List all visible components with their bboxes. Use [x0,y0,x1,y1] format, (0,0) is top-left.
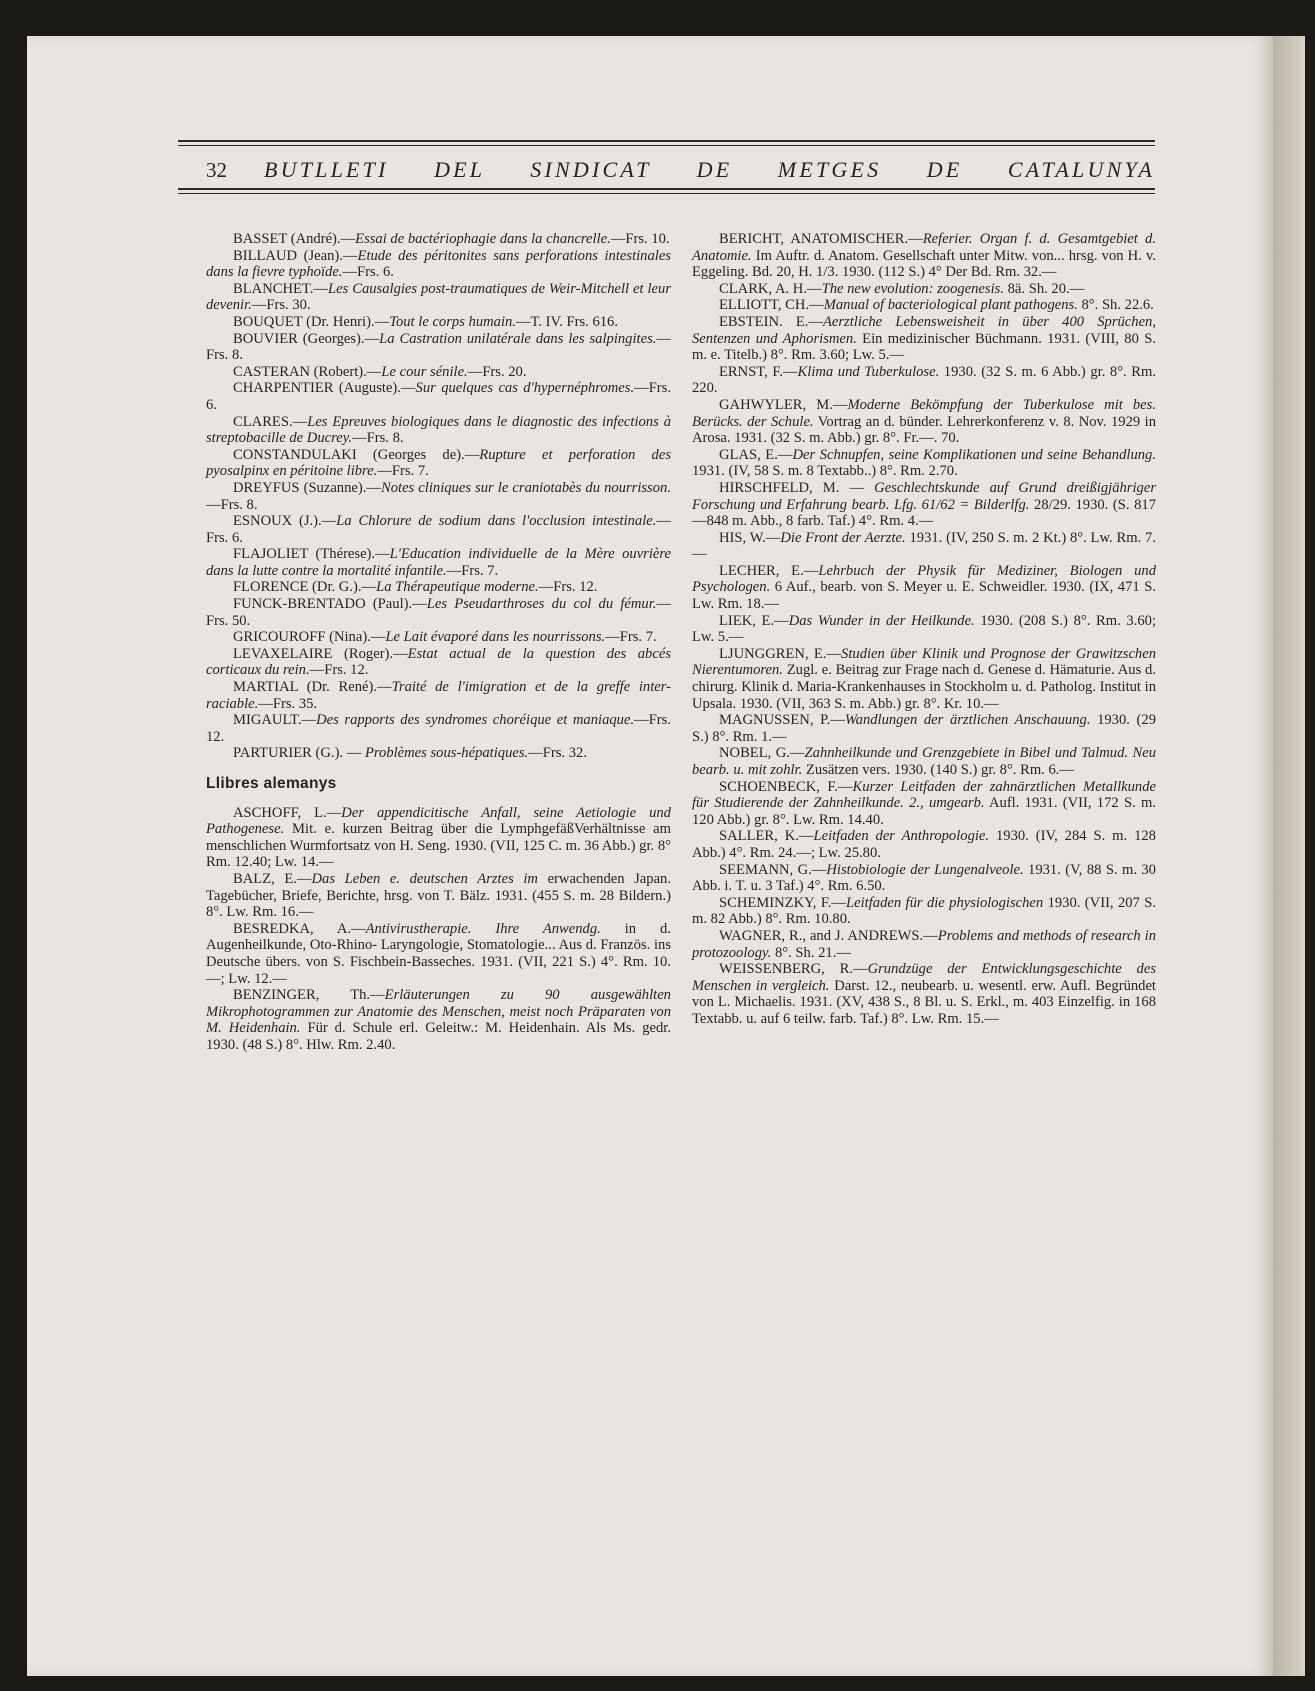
bibliography-entry [692,828,1156,861]
entry-author: BOUVIER (Georges).— [233,330,380,347]
bibliography-entry [206,646,671,679]
entry-details: Ein medizinischer Büchmann. 1931. (VIII, 80 S. m. e. Titelb.) 8°. Rm. 3.60; Lw. 5.— [692,330,1157,364]
entry-author: LEVAXELAIRE (Roger).— [233,645,408,662]
entry-title: Histobiologie der Lungenalveole. [826,861,1024,878]
page-number: 32 [206,158,227,182]
section-heading-german-books: Llibres alemanys [206,775,337,792]
entry-author: DREYFUS (Suzanne).— [233,479,381,496]
entry-details: —Frs. 7. [446,562,499,579]
entry-author: BENZINGER, Th.— [233,987,385,1004]
entry-details: —Frs. 6. [206,380,671,413]
bibliography-entry [692,745,1156,778]
entry-title: Die Front der Aerzte. [780,529,906,546]
entry-details: —Frs. 30. [251,297,311,314]
header-row [178,146,1155,188]
bibliography-entry [206,447,671,480]
entry-details: —Frs. 12. [206,712,671,745]
entry-title: Notes cliniques sur le craniotabès du nourrisson. [380,479,671,496]
entry-author: CONSTANDULAKI (Georges de).— [233,446,480,463]
entry-details: —Frs. 12. [538,579,598,596]
entry-title: Klima und Tuberkulose. [797,363,940,380]
bibliography-entry [692,862,1156,895]
entry-author: FLAJOLIET (Thérese).— [233,546,390,563]
entry-title: Le cour sénile. [381,363,468,380]
bibliography-entry [206,629,671,646]
entry-author: MAGNUSSEN, P.— [719,712,845,729]
header-rule-top [178,140,1155,142]
entry-details: —Frs. 7. [377,463,429,480]
entry-title: Problems and methods of research in protozoology. [692,927,1156,961]
bibliography-entry [692,712,1156,745]
entry-title: Kurzer Leitfaden der zahnärztlichen Metallkunde für Studierende der Zahnheilkunde. 2., umgearb. [692,778,1156,812]
left-column [206,231,671,1054]
header-rule-bottom [178,188,1155,190]
entry-details: —Frs. 32. [528,745,587,762]
entry-details: Im Auftr. d. Anatom. Gesellschaft unter Mitw. von... hrsg. von H. v. Eggeling. Bd. 20, H. 1/3. 1930. (112 S.) 4° Der Bd. Rm. 32.— [692,247,1156,281]
entry-title: Das Wunder in der Heilkunde. [788,612,975,629]
entry-author: SALLER, K.— [719,828,814,845]
entry-author: FUNCK-BRENTADO (Paul).— [233,596,427,613]
entry-author: GLAS, E.— [719,446,793,463]
entry-details: —Frs. 12. [309,662,369,679]
entry-title: Grundzüge der Entwicklungsgeschichte des Menschen in vergleich. [692,961,1156,994]
entry-details: 6 Auf., bearb. von S. Meyer u. E. Schweidler. 1930. (IX, 471 S. Lw. Rm. 18.— [692,579,1156,613]
bibliography-entry [206,380,671,413]
entry-title: Leitfaden der Anthropologie. [813,828,990,845]
right-books-list [692,231,1156,1028]
bibliography-entry [206,805,671,871]
entry-details: 1930. (208 S.) 8°. Rm. 3.60; Lw. 5.— [692,612,1156,646]
bibliography-entry [692,480,1156,530]
entry-author: CASTERAN (Robert).— [233,363,382,380]
bibliography-entry [692,895,1156,928]
entry-title: Aerztliche Lebensweisheit in über 400 Sprüchen, Sentenzen und Aphorismen. [692,313,1156,347]
entry-author: SEEMANN, G.— [719,861,827,878]
entry-author: GRICOUROFF (Nina).— [233,629,386,646]
entry-details: 1931. (IV, 58 S. m. 8 Textabb..) 8°. Rm. 2.70. [692,463,958,480]
german-books-list [206,805,671,1054]
entry-author: WAGNER, R., and J. ANDREWS.— [719,927,938,944]
entry-title: Manual of bacteriological plant pathogens. [823,297,1078,314]
bibliography-entry [206,281,671,314]
bibliography-entry [692,928,1156,961]
entry-author: BESREDKA, A.— [233,920,366,937]
entry-author: PARTURIER (G.). — [233,745,365,762]
entry-details: in d. Augenheilkunde, Oto-Rhino- Laryngologie, Stomatologie... Aus d. Französ. ins Deutsche übers. von S. Fischbein-Basseches. 1931. (VII, 221 S.) 4°. Rm. 10.—; Lw. 12.— [206,920,671,987]
entry-details: Zusätzen vers. 1930. (140 S.) gr. 8°. Rm. 6.— [802,762,1075,778]
entry-author: ERNST, F.— [719,363,798,380]
entry-title: The new evolution: zoogenesis. [821,280,1004,297]
page-gutter-shadow [1273,36,1305,1676]
bibliography-entry [206,364,671,381]
bibliography-entry [692,297,1156,314]
entry-title: Moderne Bekömpfung der Tuberkulose mit bes. Berücks. der Schule. [692,396,1156,430]
entry-author: LECHER, E.— [719,562,819,579]
entry-author: BOUQUET (Dr. Henri).— [233,313,390,330]
bibliography-entry [206,314,671,331]
entry-title: Lehrbuch der Physik für Mediziner, Biologen und Psychologen. [692,562,1156,596]
entry-title: Antivirustherapie. Ihre Anwendg. [365,920,601,937]
bibliography-entry [206,679,671,712]
journal-title: BUTLLETI DEL SINDICAT DE METGES DE CATALUNYA [264,157,1155,182]
entry-author: EBSTEIN. E.— [719,313,823,330]
bibliography-entry [692,364,1156,397]
entry-author: CLARK, A. H.— [719,280,822,297]
entry-title: Traité de l'imigration et de la greffe inter-raciable. [206,679,672,712]
entry-author: BERICHT, ANATOMISCHER.— [719,231,923,247]
bibliography-entry [206,596,671,629]
entry-details: 1930. (32 S. m. 6 Abb.) gr. 8°. Rm. 220. [692,363,1156,397]
entry-details: —Frs. 8. [206,330,671,364]
entry-title: Das Leben e. deutschen Arztes im [311,870,538,887]
bibliography-entry [206,414,671,447]
bibliography-entry [206,231,671,248]
bibliography-entry [206,871,671,921]
entry-title: Der appendicitische Anfall, seine Aetiologie und Pathogenese. [206,804,671,838]
bibliography-entry [692,646,1156,712]
entry-title: Problèmes sous-hépatiques. [364,745,529,762]
entry-details: 1930. (VII, 207 S. m. 82 Abb.) 8°. Rm. 10.80. [692,894,1157,928]
entry-title: Les Pseudarthroses du col du fémur. [426,596,657,613]
entry-details: —Frs. 8. [206,496,258,513]
entry-author: BILLAUD (Jean).— [233,247,358,264]
entry-author: MARTIAL (Dr. René).— [233,679,392,696]
bibliography-entry [206,579,671,596]
entry-author: ASCHOFF, L.— [233,804,342,821]
entry-title: Des rapports des syndromes choréique et maniaque. [316,712,635,729]
bibliography-entry [692,530,1156,563]
bibliography-entry [692,231,1156,281]
entry-author: FLORENCE (Dr. G.).— [233,579,377,596]
entry-title: Erläuterungen zu 90 ausgewählten Mikrophotogrammen zur Anatomie des Menschen, meist noch Präparaten von M. Heidenhain. [206,987,671,1037]
entry-details: 8°. Sh. 22.6. [1077,297,1154,314]
entry-title: Geschlechtskunde auf Grund dreißigjähriger Forschung und Erfahrung bearb. Lfg. 61/62 = Bilderlfg. [692,479,1156,513]
entry-author: CHARPENTIER (Auguste).— [233,380,416,397]
entry-details: Zugl. e. Beitrag zur Frage nach d. Genese d. Hämaturie. Aus d. chirurg. Klinik d. Maria-Krankenhauses in Stockholm u. d. Patholog. Institut in Upsala. 1930. (VII, 363 S. m. Abb.) gr. 8°. Kr. 10.— [692,662,1156,712]
entry-details: 1930. (29 S.) 8°. Rm. 1.— [692,712,1156,745]
entry-details: Aufl. 1931. (VII, 172 S. m. 120 Abb.) gr. 8°. Lw. Rm. 14.40. [692,795,1156,828]
entry-title: L'Education individuelle de la Mère ouvrière dans la lutte contre la mortalité infantile. [206,546,671,579]
entry-details: erwachenden Japan. Tagebücher, Briefe, Berichte, hrsg. von T. Bälz. 1931. (455 S. m. 28 Bildern.) 8°. Lw. Rm. 16.— [206,870,672,921]
entry-title: Tout le corps humain. [389,313,516,330]
entry-title: La Chlorure de sodium dans l'occlusion intestinale. [336,513,657,530]
bibliography-entry [206,331,671,364]
entry-title: La Thérapeutique moderne. [376,579,539,596]
entry-author: HIRSCHFELD, M. — [719,479,875,496]
entry-author: NOBEL, G.— [719,745,805,762]
bibliography-entry [692,397,1156,447]
bibliography-entry [206,921,671,987]
bibliography-entry [206,745,671,762]
entry-details: 8ä. Sh. 20.— [1003,280,1085,297]
bibliography-entry [206,248,671,281]
french-books-list [206,231,671,762]
entry-details: Darst. 12., neubearb. u. wesentl. erw. Aufl. Begründet von L. Michaelis. 1931. (XV, 438 S., 8 Bl. u. S. Erkl., m. 403 Einzelfig. in 168 Textabb. u. auf 6 teilw. farb. Taf.) 8°. Lw. Rm. 15.— [692,977,1156,1027]
bibliography-entry [206,712,671,745]
entry-details: —Frs. 7. [605,629,657,646]
entry-author: BALZ, E.— [233,870,312,887]
entry-title: Le Lait évaporé dans les nourrissons. [385,629,606,646]
bibliography-entry [206,513,671,546]
entry-details: Mit. e. kurzen Beitrag über die LymphgefäßVerhältnisse am menschlichen Wurmfortsatz von H. Seng. 1930. (VII, 125 C. m. 36 Abb.) gr. 8° Rm. 12.40; Lw. 14.— [206,821,671,871]
entry-details: —Frs. 6. [342,264,394,281]
entry-title: Studien über Klinik und Prognose der Grawitzschen Nierentumoren. [692,645,1156,679]
entry-details: —Frs. 6. [206,513,671,546]
bibliography-entry [206,546,671,579]
entry-author: BASSET (André).— [233,231,356,247]
entry-author: HIS, W.— [719,529,781,546]
entry-author: ELLIOTT, CH.— [719,297,824,314]
page-header [178,140,1155,194]
entry-title: Zahnheilkunde und Grenzgebiete in Bibel und Talmud. Neu bearb. u. mit zohlr. [692,745,1156,778]
entry-details: —Frs. 8. [352,430,404,447]
entry-author: ESNOUX (J.).— [233,513,337,530]
entry-details: Vortrag an d. bünder. Lehrerkonferenz v. 8. Nov. 1929 in Arosa. 1931. (32 S. m. Abb.) gr. 8°. Fr.—. 70. [692,413,1157,447]
entry-details: 28/29. 1930. (S. 817—848 m. Abb., 8 farb. Taf.) 4°. Rm. 4.— [692,496,1156,530]
entry-details: —Frs. 35. [258,695,318,712]
bibliography-entry [692,281,1156,298]
bibliography-entry [692,961,1156,1027]
entry-title: Wandlungen der ärztlichen Anschauung. [844,712,1091,729]
entry-details: 8°. Sh. 21.— [771,944,851,961]
entry-title: Les Epreuves biologiques dans le diagnostic des infections à streptobacille de Ducrey. [206,413,671,447]
entry-author: GAHWYLER, M.— [719,396,848,413]
entry-details: —T. IV. Frs. 616. [515,313,618,330]
entry-title: La Castration unilatérale dans les salpingites. [379,330,657,347]
entry-title: Der Schnupfen, seine Komplikationen und seine Behandlung. [792,446,1156,463]
bibliography-entry [692,563,1156,613]
entry-author: SCHEMINZKY, F.— [719,894,847,911]
entry-title: Estat actual de la question des abcés corticaux du rein. [206,645,671,679]
entry-title: Referier. Organ f. d. Gesamtgebiet d. Anatomie. [692,231,1156,264]
entry-author: BLANCHET.— [233,280,328,297]
entry-author: LIEK, E.— [719,612,789,629]
entry-title: Les Causalgies post-traumatiques de Weir-Mitchell et leur devenir. [206,280,671,314]
entry-title: Rupture et perforation des pyosalpinx en péritoine libre. [206,446,671,480]
right-column [692,231,1156,1028]
entry-details: 1931. (IV, 250 S. m. 2 Kt.) 8°. Lw. Rm. 7.— [692,529,1156,563]
entry-details: —Frs. 20. [467,363,527,380]
entry-author: MIGAULT.— [233,712,317,729]
entry-author: LJUNGGREN, E.— [719,645,842,662]
entry-title: Etude des péritonites sans perforations intestinales dans la fievre typhoïde. [206,247,671,281]
entry-details: 1931. (V, 88 S. m. 30 Abb. i. T. u. 3 Taf.) 4°. Rm. 6.50. [692,861,1156,895]
entry-title: Sur quelques cas d'hypernéphromes. [415,380,635,397]
entry-author: CLARES.— [233,413,308,430]
bibliography-entry [692,314,1156,364]
entry-details: Für d. Schule erl. Geleitw.: M. Heidenhain. Als Ms. gedr. 1930. (48 S.) 8°. Hlw. Rm. 2.40. [206,1020,671,1053]
entry-details: 1930. (IV, 284 S. m. 128 Abb.) 4°. Rm. 24.—; Lw. 25.80. [692,828,1156,861]
bibliography-entry [692,613,1156,646]
bibliography-entry [206,987,671,1053]
entry-details: —Frs. 50. [206,596,671,629]
bibliography-entry [206,480,671,513]
bibliography-entry [692,779,1156,829]
header-rule-bottom-thin [178,193,1155,194]
entry-author: WEISSENBERG, R.— [719,961,868,978]
entry-title: Leitfaden für die physiologischen [846,894,1044,911]
entry-details: —Frs. 10. [610,231,670,247]
entry-author: SCHOENBECK, F.— [719,778,853,795]
entry-title: Essai de bactériophagie dans la chancrelle. [355,231,611,247]
bibliography-entry [692,447,1156,480]
